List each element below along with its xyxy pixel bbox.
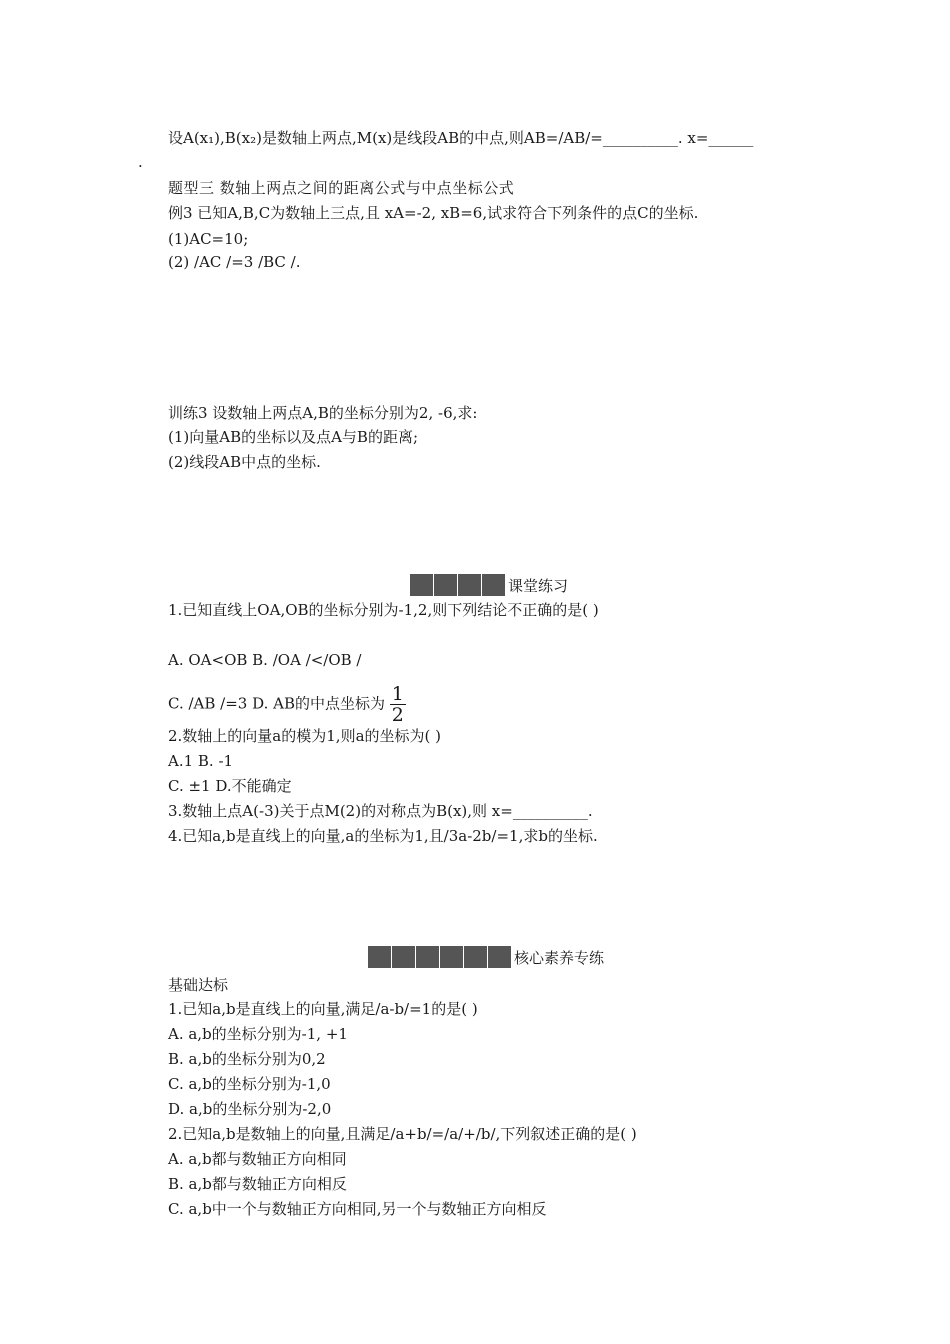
answer-option: B. a,b的坐标分别为0,2: [168, 1050, 326, 1068]
answer-option: D. a,b的坐标分别为-2,0: [168, 1100, 332, 1118]
answer-option: B. a,b都与数轴正方向相反: [168, 1175, 347, 1193]
fraction-denominator: 2: [391, 704, 404, 726]
banner-blocks: [368, 946, 512, 968]
answer-options: A.1 B. -1: [168, 752, 234, 770]
section-banner: [410, 574, 568, 596]
text-line: (1)AC=10;: [168, 230, 249, 248]
text-line: 设A(x₁),B(x₂)是数轴上两点,M(x)是线段AB的中点,则AB=/AB/=__________. x=______: [168, 129, 754, 147]
text-line: (2)线段AB中点的坐标.: [168, 453, 321, 471]
answer-option: C. a,b的坐标分别为-1,0: [168, 1075, 331, 1093]
question: 1.已知a,b是直线上的向量,满足/a-b/=1的是( ): [168, 1000, 478, 1018]
question: 3.数轴上点A(-3)关于点M(2)的对称点为B(x),则 x=__________.: [168, 802, 593, 820]
banner-label: 核心素养专练: [514, 948, 605, 967]
question: 4.已知a,b是直线上的向量,a的坐标为1,且/3a-2b/=1,求b的坐标.: [168, 827, 598, 845]
text-line: (2) /AC /=3 /BC /.: [168, 253, 301, 271]
answer-options: A. OA<OB B. /OA /</OB /: [168, 651, 362, 669]
section-title: 题型三 数轴上两点之间的距离公式与中点坐标公式: [168, 179, 515, 197]
subsection-title: 基础达标: [168, 976, 229, 994]
answer-option: C. a,b中一个与数轴正方向相同,另一个与数轴正方向相反: [168, 1200, 547, 1218]
banner-label: 课堂练习: [508, 576, 569, 595]
banner-blocks: [410, 574, 506, 596]
question: 1.已知直线上OA,OB的坐标分别为-1,2,则下列结论不正确的是( ): [168, 601, 599, 619]
fraction-numerator: 1: [391, 683, 404, 705]
fraction: [390, 684, 406, 725]
section-banner: [368, 946, 604, 968]
example-heading: 例3 已知A,B,C为数轴上三点,且 xA=-2, xB=6,试求符合下列条件的点C的坐标.: [168, 204, 699, 222]
text-line: .: [138, 153, 143, 171]
question: 2.数轴上的向量a的模为1,则a的坐标为( ): [168, 727, 441, 745]
text-line: (1)向量AB的坐标以及点A与B的距离;: [168, 428, 419, 446]
question: 2.已知a,b是数轴上的向量,且满足/a+b/=/a/+/b/,下列叙述正确的是( ): [168, 1125, 637, 1143]
answer-option: A. a,b的坐标分别为-1, +1: [168, 1025, 348, 1043]
answer-options: [168, 684, 406, 725]
answer-option: A. a,b都与数轴正方向相同: [168, 1150, 347, 1168]
option-text: C. /AB /=3 D. AB的中点坐标为: [168, 694, 385, 713]
answer-options: C. ±1 D.不能确定: [168, 777, 292, 795]
exercise-heading: 训练3 设数轴上两点A,B的坐标分别为2, -6,求:: [168, 404, 478, 422]
